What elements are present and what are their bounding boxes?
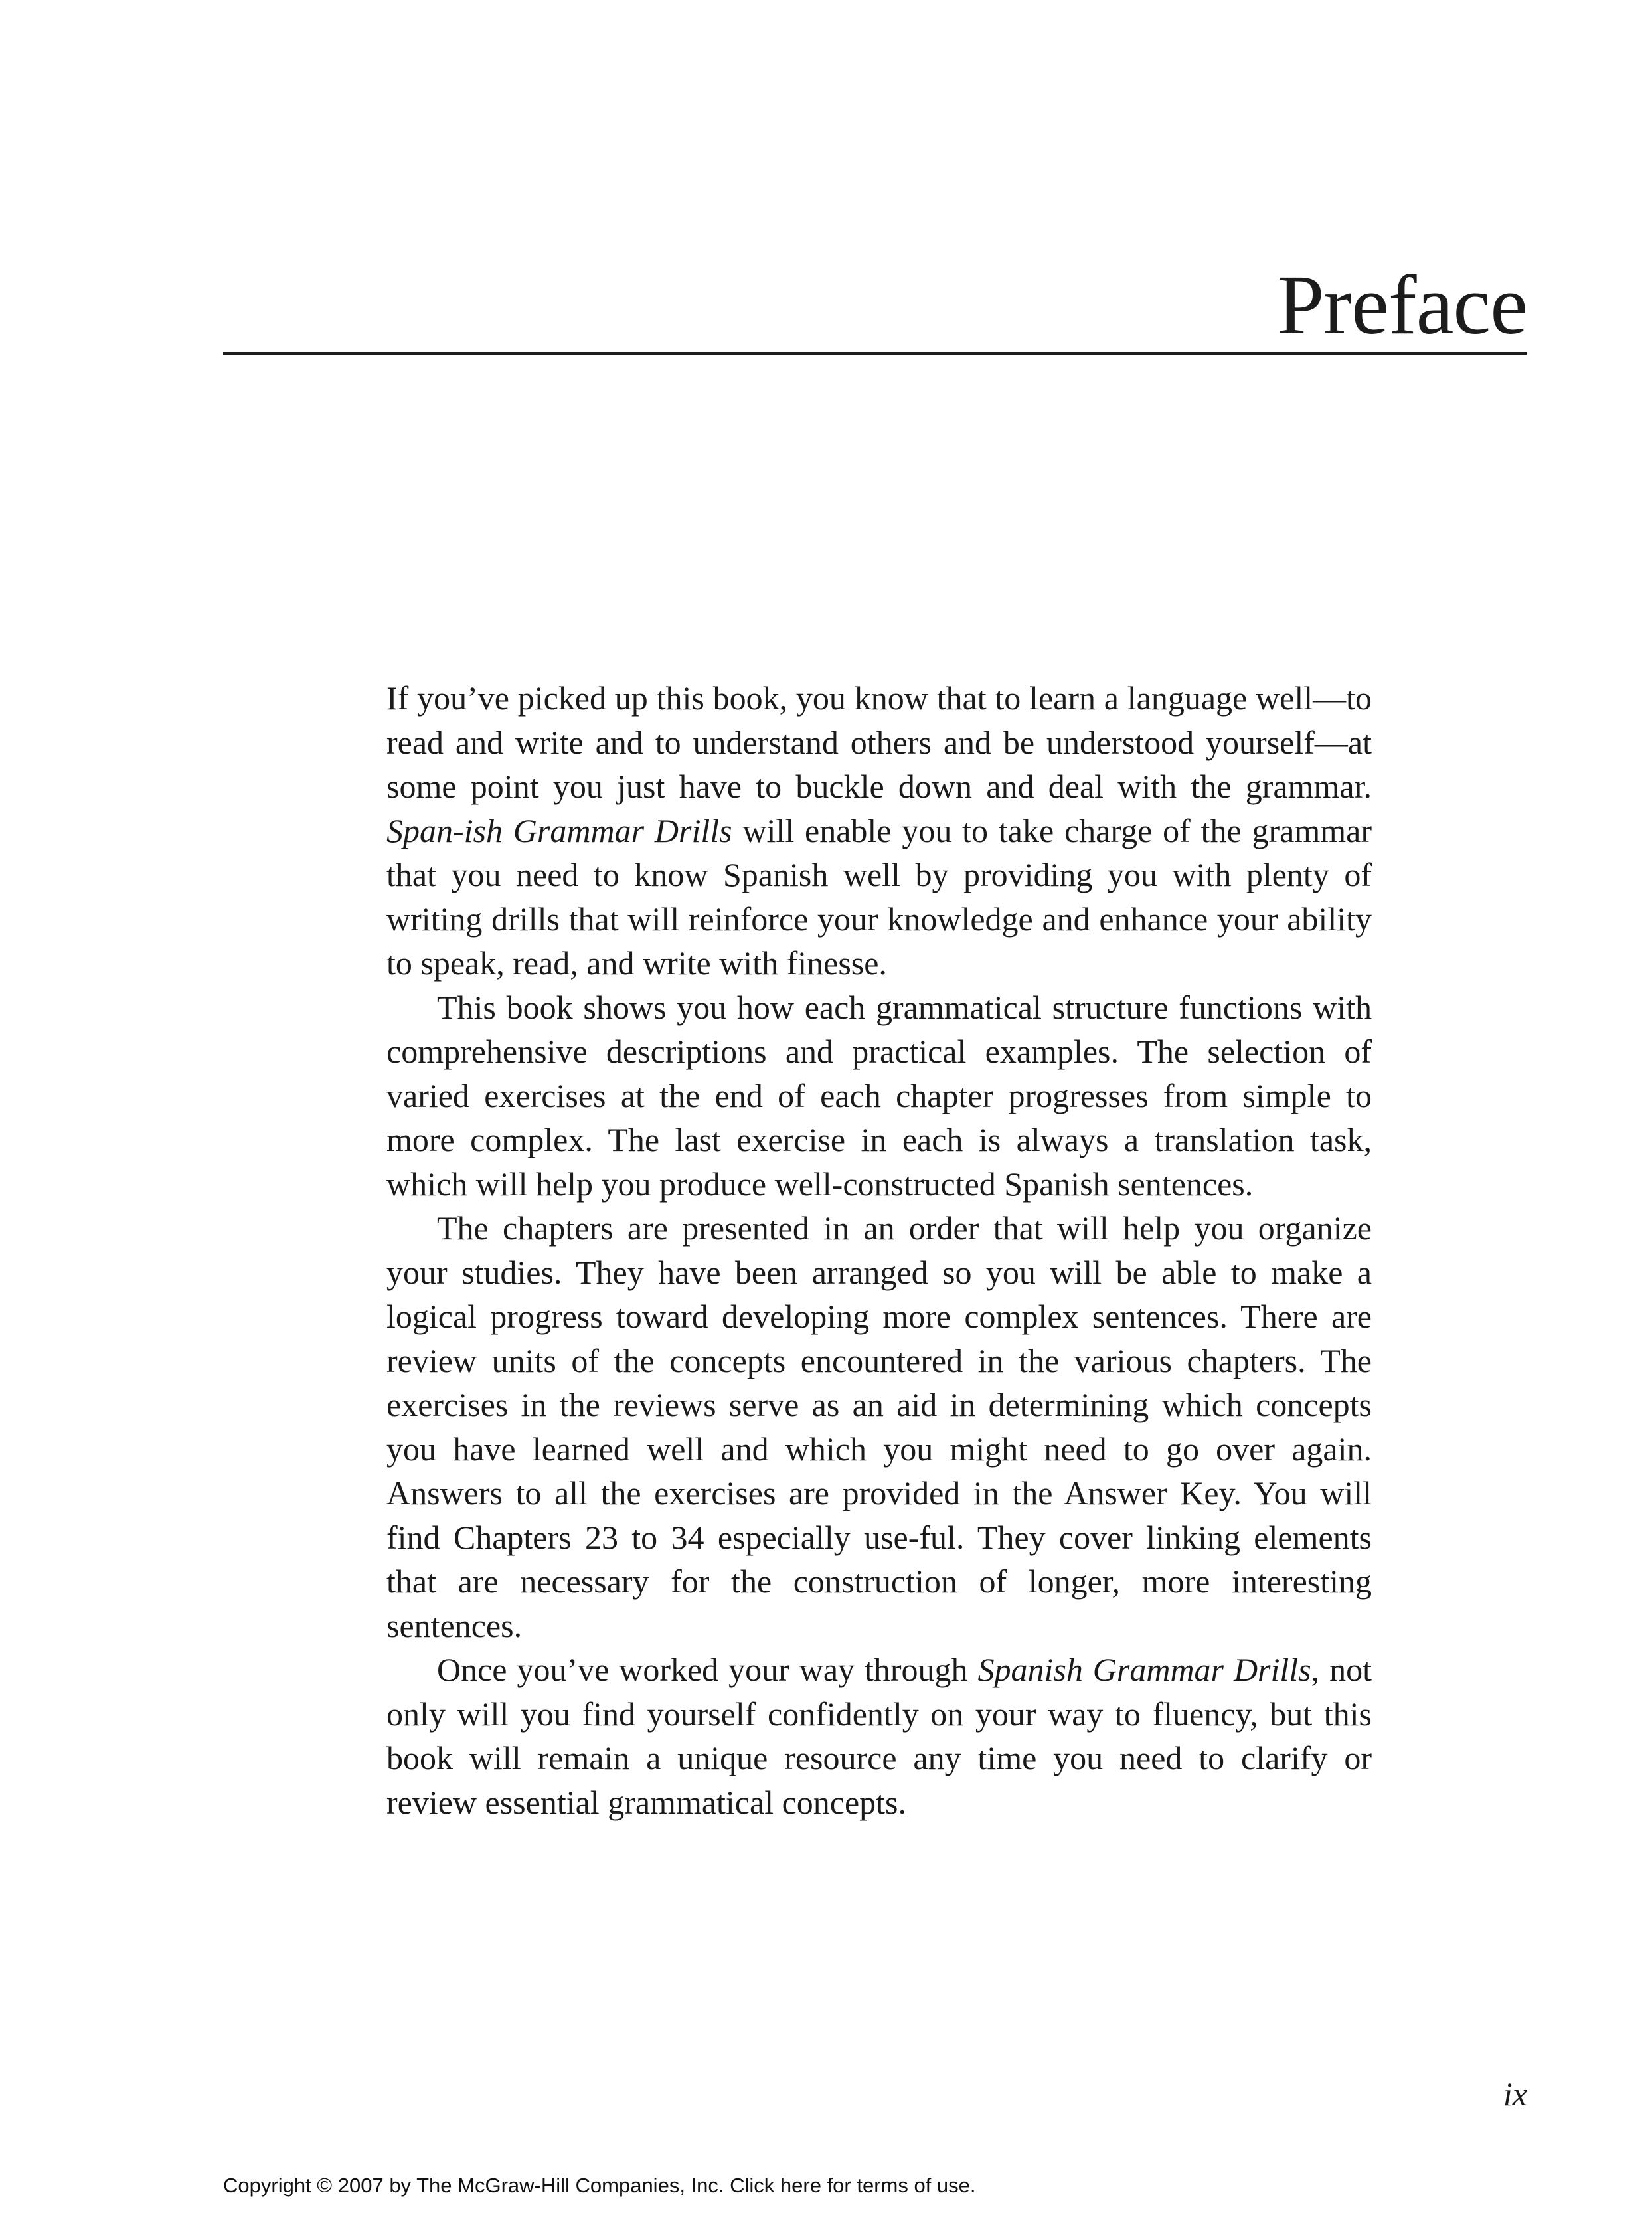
- paragraph-3: [386, 1206, 1372, 1648]
- terms-of-use-link[interactable]: Click here for terms of use.: [730, 2174, 976, 2197]
- paragraph-1-text: If you’ve picked up this book, you know that to learn a language well—to read and write and to understand others and be understood yourself—at some point you just have to buckle down and deal with the grammar.: [386, 679, 1372, 805]
- preface-body: [386, 676, 1372, 1824]
- paragraph-1-text-cont: will enable you to take charge of the grammar that you need to know Spanish well by providing you with plenty of writing drills that will reinforce your knowledge and enhance your ability to speak, read, and write with finesse.: [386, 812, 1372, 982]
- page-number: ix: [1503, 2075, 1527, 2112]
- paragraph-2: [386, 986, 1372, 1207]
- paragraph-4-text-cont: , not only will you find yourself confidently on your way to fluency, but this book will remain a unique resource any time you need to clarify or review essential grammatical concepts.: [386, 1651, 1372, 1821]
- paragraph-2-text: This book shows you how each grammatical structure functions with comprehensive descriptions and practical examples. The selection of varied exercises at the end of each chapter progresses from simple to more complex. The last exercise in each is always a translation task, which will help you produce well-constructed Spanish sentences.: [386, 988, 1372, 1203]
- book-title-italic: Spanish Grammar Drills: [977, 1651, 1311, 1688]
- copyright-notice: [223, 2175, 976, 2195]
- paragraph-1: [386, 676, 1372, 986]
- page-title: Preface: [1277, 258, 1527, 352]
- paragraph-4-text: Once you’ve worked your way through: [437, 1651, 978, 1688]
- paragraph-3-text: The chapters are presented in an order that will help you organize your studies. They have been arranged so you will be able to make a logical progress toward developing more complex sentences. There are review units of the concepts encountered in the various chapters. The exercises in the reviews serve as an aid in determining which concepts you have learned well and which you might need to go over again. Answers to all the exercises are provided in the Answer Key. You will find Chapters 23 to 34 especially use-ful. They cover linking elements that are necessary for the construction of longer, more interesting sentences.: [386, 1209, 1372, 1644]
- book-title-italic: Span-ish Grammar Drills: [386, 812, 732, 849]
- copyright-text: Copyright © 2007 by The McGraw-Hill Companies, Inc.: [223, 2174, 730, 2197]
- title-rule: [223, 352, 1527, 355]
- paragraph-4: [386, 1648, 1372, 1824]
